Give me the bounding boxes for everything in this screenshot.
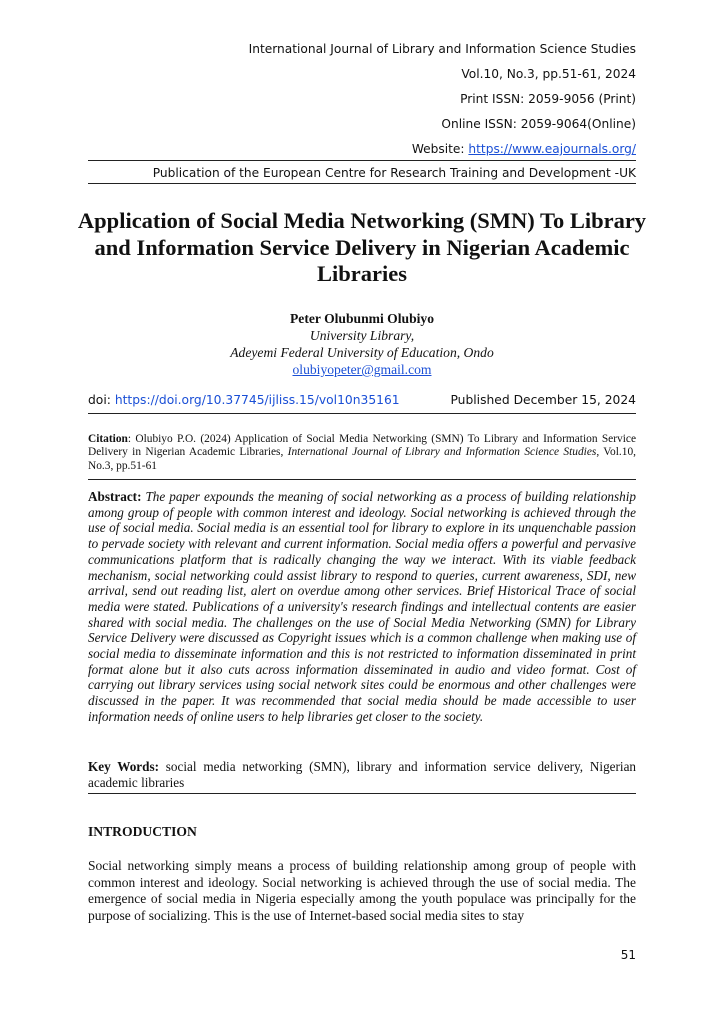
website-link[interactable]: https://www.eajournals.org/	[468, 142, 636, 156]
author-affiliation-1: University Library,	[309, 328, 415, 343]
author-email	[88, 361, 636, 378]
website-label: Website:	[411, 142, 465, 156]
citation-text-2: , Vol.10, No.3, pp.51-61	[88, 446, 636, 472]
paper-title: Application of Social Media Networking (SMN) To Library and Information Service Delivery in Nigerian Academic Libraries	[77, 208, 647, 286]
author-name: Peter Olubunmi Olubiyo	[289, 311, 434, 326]
citation-rule	[88, 479, 636, 480]
doi-label: doi:	[88, 393, 111, 407]
journal-name: International Journal of Library and Information Science Studies	[248, 42, 636, 56]
header-rule	[88, 160, 636, 161]
introduction-paragraph: Social networking simply means a process of building relationship among group of people with common interest and ideology. Social networking is achieved through the use of social media. The emergence of social media in Nigeria especially among the youth populace was principally for the purpose of socializing. This is the use of Internet-based social media sites to stay	[88, 858, 636, 923]
citation	[88, 433, 636, 473]
citation-label: Citation	[88, 433, 128, 445]
volume-info: Vol.10, No.3, pp.51-61, 2024	[461, 67, 636, 81]
author-email-link[interactable]: olubiyopeter@gmail.com	[292, 362, 432, 377]
published-date: Published December 15, 2024	[450, 393, 636, 407]
author-affiliation-2: Adeyemi Federal University of Education, Ondo	[230, 345, 494, 360]
doi-line	[88, 393, 636, 407]
print-issn: Print ISSN: 2059-9056 (Print)	[460, 92, 636, 106]
doi-link[interactable]: https://doi.org/10.37745/ijliss.15/vol10n35161	[114, 393, 400, 407]
citation-journal: International Journal of Library and Information Science Studies	[287, 446, 597, 459]
header-rule-bottom	[88, 183, 636, 184]
website-line	[412, 142, 636, 156]
keywords-rule	[88, 793, 636, 794]
section-heading-introduction: INTRODUCTION	[88, 824, 197, 839]
online-issn: Online ISSN: 2059-9064(Online)	[441, 117, 636, 131]
publisher-line: Publication of the European Centre for Research Training and Development -UK	[152, 166, 636, 180]
keywords-text: social media networking (SMN), library and information service delivery, Nigerian academic libraries	[88, 759, 637, 790]
doi-rule	[88, 413, 636, 414]
page-number: 51	[620, 948, 636, 962]
abstract	[88, 489, 636, 725]
abstract-text: The paper expounds the meaning of social networking as a process of building relationship among group of people with common interest and ideology. Social networking is achieved through the use of social media. Social media is an essential tool for library to explore in its unquenchable passion to pervade society with relevant and current information. Social media offers a powerful and pervasive communications platform that is radically changing the way we interact. With its viable feedback mechanism, social networking could assist library to respond to queries, current awareness, SDI, new arrival, send out reading list, alert on overdue among other services. Brief Historical Trace of social media were stated. Publications of a university's research findings and intellectual contents are easier shared with social media. The challenges on the use of Social Media Networking (SMN) for Library Service Delivery were discussed as Copyright issues which is a common challenge when making use of social media to disseminate information and this is not restricted to information disseminated in print format alone but it also cuts across information disseminated in audio and video format. Cost of carrying out library services using social network sites could be enormous and other challenges were discussed in the paper. It was recommended that social media should be made accessible to user information needs of online users to help libraries get closer to the society.	[88, 489, 636, 724]
keywords	[88, 759, 636, 790]
citation-text-1: : Olubiyo P.O. (2024) Application of Social Media Networking (SMN) To Library and Information Service Delivery in Nigerian Academic Libraries,	[88, 433, 636, 459]
keywords-label: Key Words:	[88, 759, 160, 774]
abstract-label: Abstract:	[88, 489, 142, 504]
